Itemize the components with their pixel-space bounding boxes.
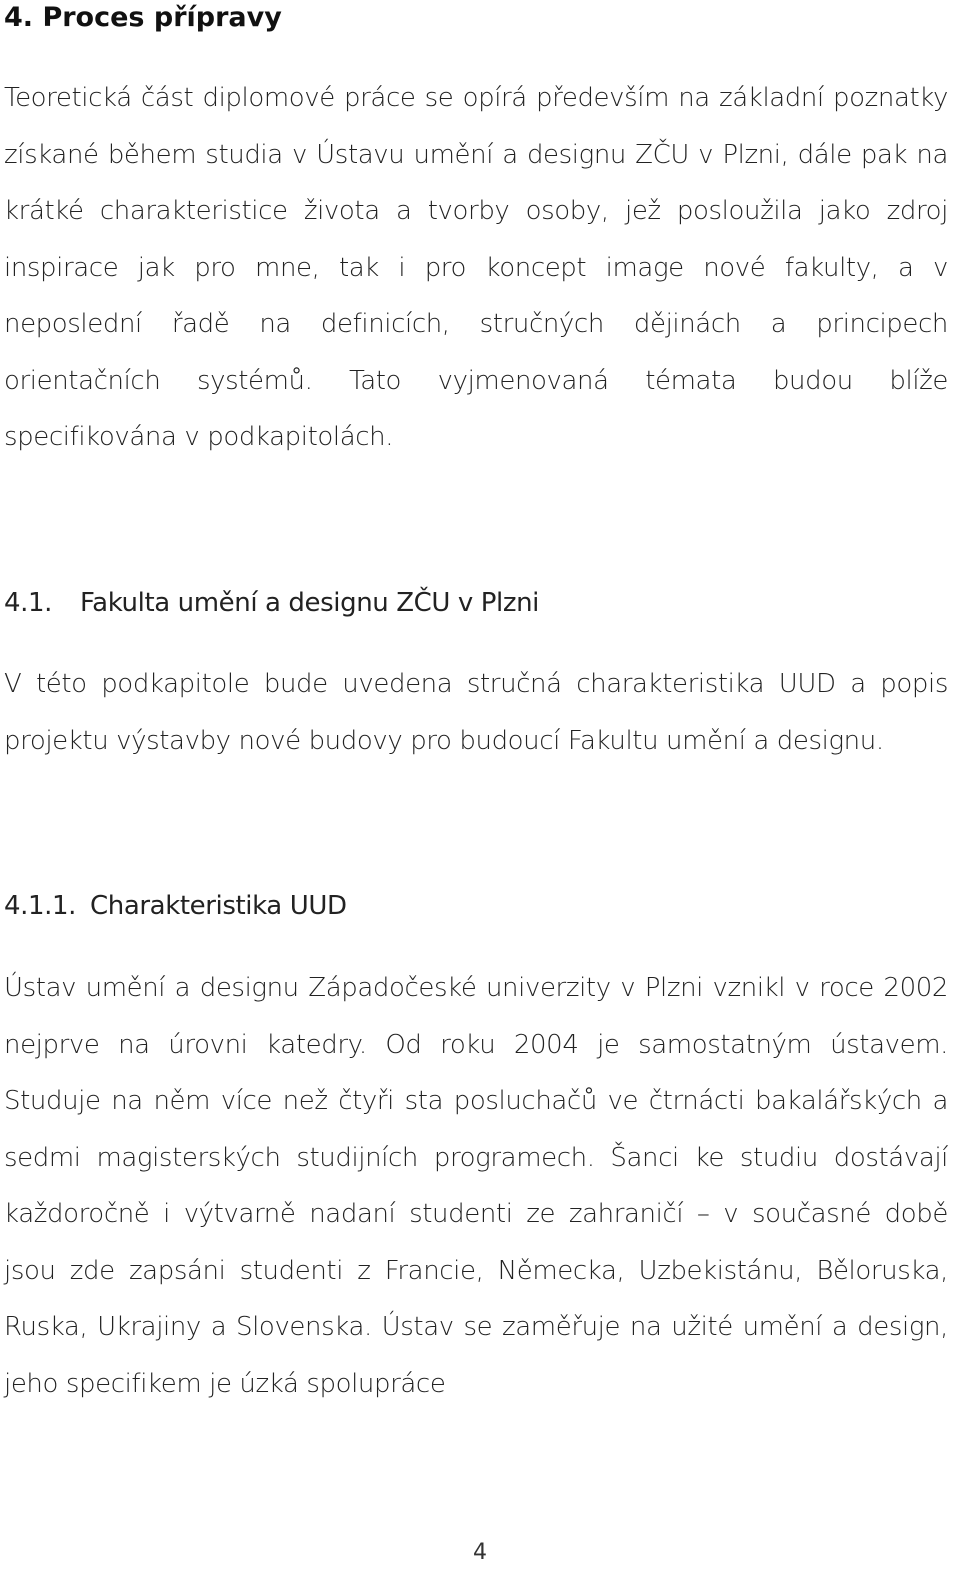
section-4-1-1-paragraph: Ústav umění a designu Západočeské univerzity v Plzni vznikl v roce 2002 nejprve na úrovni katedry. Od roku 2004 je samostatným ústavem. Studuje na něm více než čtyři sta posluchačů ve čtrnácti bakalářských a sedmi magisterských studijních programech. Šanci ke studiu dostávají každoročně i výtvarně nadaní studenti ze zahraničí – v současné době jsou zde zapsáni studenti z Francie, Německa, Uzbekistánu, Běloruska, Ruska, Ukrajiny a Slovenska. Ústav se zaměřuje na užité umění a design, jeho specifikem je úzká spolupráce: [4, 973, 948, 1399]
chapter-intro-paragraph: Teoretická část diplomové práce se opírá především na základní poznatky získané během studia v Ústavu umění a designu ZČU v Plzni, dále pak na krátké charakteristice života a tvorby osoby, jež posloužila jako zdroj inspirace jak pro mne, tak i pro koncept image nové fakulty, a v neposlední řadě na definicích, stručných dějinách a principech orientačních systémů. Tato vyjmenovaná témata budou blíže specifikována v podkapitolách.: [4, 83, 948, 452]
section-number: 4.1.1.: [4, 891, 77, 921]
section-heading-4-1: [4, 583, 539, 623]
chapter-title: 4. Proces přípravy: [4, 2, 282, 33]
section-heading-4-1-1: [4, 886, 347, 926]
page-number: 4: [473, 1540, 487, 1565]
section-4-1-paragraph: V této podkapitole bude uvedena stručná charakteristika UUD a popis projektu výstavby nové budovy pro budoucí Fakultu umění a designu.: [4, 669, 948, 756]
section-title: Fakulta umění a designu ZČU v Plzni: [80, 588, 539, 618]
section-title: Charakteristika UUD: [90, 891, 347, 921]
section-number: 4.1.: [4, 588, 53, 618]
